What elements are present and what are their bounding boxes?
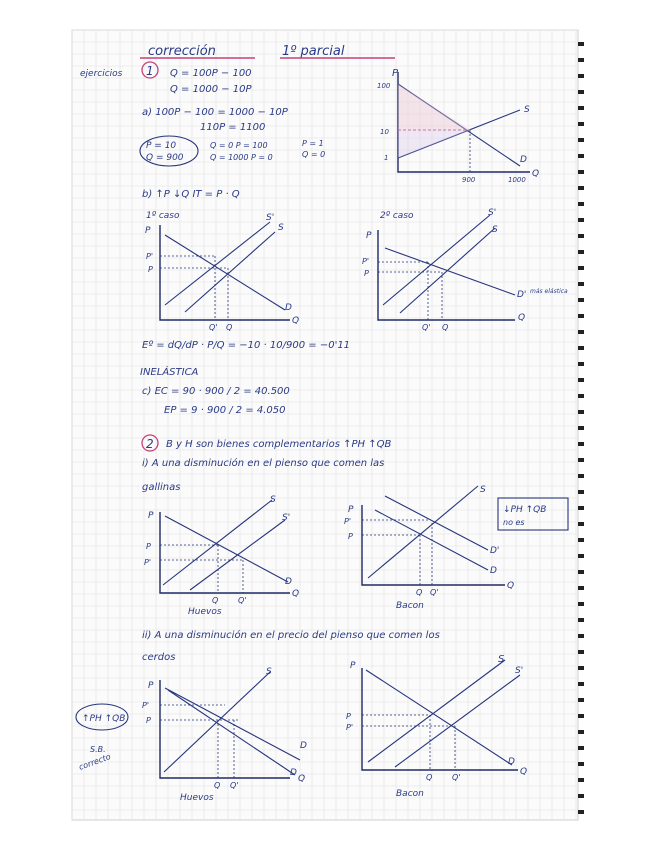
svg-text:P: P xyxy=(350,661,356,671)
svg-text:S: S xyxy=(278,223,284,233)
svg-text:S': S' xyxy=(266,213,275,223)
ex2-ii-text2: cerdos xyxy=(142,652,176,663)
svg-text:100: 100 xyxy=(377,82,391,90)
svg-text:S: S xyxy=(266,667,272,677)
ex2-title: B y H son bienes complementarios ↑PH ↑QB xyxy=(166,439,392,450)
svg-text:S': S' xyxy=(488,208,497,218)
svg-text:Q: Q xyxy=(292,589,300,599)
svg-text:P': P' xyxy=(142,701,150,710)
svg-text:D: D xyxy=(300,741,307,751)
svg-text:P: P xyxy=(148,265,153,274)
svg-text:S: S xyxy=(492,225,498,235)
points-line3: P = 1 xyxy=(302,139,324,148)
svg-text:P: P xyxy=(145,226,151,236)
svg-text:1000: 1000 xyxy=(508,176,526,184)
points-line1: Q = 0 P = 100 xyxy=(210,141,268,150)
ex1-a-line2: 110P = 1100 xyxy=(200,122,266,133)
svg-text:más elástica: más elástica xyxy=(530,288,568,295)
svg-text:10: 10 xyxy=(380,128,389,136)
svg-text:Q': Q' xyxy=(209,323,218,332)
svg-text:P: P xyxy=(366,231,372,241)
svg-text:S': S' xyxy=(282,513,291,523)
svg-text:P': P' xyxy=(146,252,154,261)
ex1-b-line: b) ↑P ↓Q IT = P · Q xyxy=(142,189,240,200)
svg-text:Q: Q xyxy=(298,774,306,784)
svg-text:P: P xyxy=(348,505,354,515)
svg-text:D: D xyxy=(290,768,297,778)
svg-text:Q': Q' xyxy=(430,588,439,597)
svg-text:Q: Q xyxy=(214,781,221,790)
svg-text:P': P' xyxy=(144,558,152,567)
svg-text:Q: Q xyxy=(442,323,449,332)
svg-text:Q: Q xyxy=(518,313,526,323)
svg-text:P': P' xyxy=(344,517,352,526)
svg-text:P: P xyxy=(346,712,351,721)
svg-text:Q': Q' xyxy=(452,773,461,782)
svg-text:Bacon: Bacon xyxy=(396,789,424,799)
svg-text:Q': Q' xyxy=(238,596,247,605)
ex2-i-text: i) A una disminución en el pienso que comen las xyxy=(142,458,385,469)
margin-note: ↑PH ↑QB xyxy=(82,714,126,724)
svg-text:Huevos: Huevos xyxy=(188,607,222,617)
ex1-a-line1: a) 100P − 100 = 1000 − 10P xyxy=(142,107,288,118)
svg-text:1: 1 xyxy=(384,154,389,162)
svg-text:D: D xyxy=(490,566,497,576)
svg-text:Q: Q xyxy=(212,596,219,605)
svg-text:P': P' xyxy=(362,257,370,266)
svg-text:P: P xyxy=(148,681,154,691)
svg-text:D': D' xyxy=(490,546,500,556)
svg-text:Q': Q' xyxy=(422,323,431,332)
ex2-number: 2 xyxy=(146,437,154,451)
svg-text:P': P' xyxy=(346,723,354,732)
svg-text:Q: Q xyxy=(292,316,300,326)
box-text2: no es xyxy=(503,518,525,527)
points-line2: Q = 1000 P = 0 xyxy=(210,153,273,162)
svg-text:P: P xyxy=(392,68,399,79)
inelastic-label: INELÁSTICA xyxy=(140,367,199,378)
elasticity-formula: Eº = dQ/dP · P/Q = −10 · 10/900 = −0'11 xyxy=(142,340,351,351)
svg-text:Q': Q' xyxy=(230,781,239,790)
ex2-i-text2: gallinas xyxy=(142,482,181,493)
consumer-surplus: c) EC = 90 · 900 / 2 = 40.500 xyxy=(142,386,290,397)
margin-note2: S.B. xyxy=(90,745,106,754)
svg-text:P: P xyxy=(364,269,369,278)
svg-text:S: S xyxy=(524,105,530,115)
svg-text:Q: Q xyxy=(426,773,433,782)
svg-text:Q: Q xyxy=(507,581,515,591)
svg-text:900: 900 xyxy=(462,176,476,184)
svg-text:D: D xyxy=(508,757,515,767)
ex1-label: ejercicios xyxy=(80,69,123,79)
svg-text:S: S xyxy=(270,495,276,505)
svg-text:Huevos: Huevos xyxy=(180,793,214,803)
svg-text:Q: Q xyxy=(520,767,528,777)
producer-surplus: EP = 9 · 900 / 2 = 4.050 xyxy=(164,405,286,416)
svg-text:Bacon: Bacon xyxy=(396,601,424,611)
svg-text:P: P xyxy=(148,511,154,521)
case2-label: 2º caso xyxy=(380,211,414,221)
svg-text:Q: Q xyxy=(226,323,233,332)
svg-text:D: D xyxy=(285,303,292,313)
svg-text:Q: Q xyxy=(416,588,423,597)
ex2-ii-text: ii) A una disminución en el precio del pienso que comen los xyxy=(142,630,440,641)
ex1-eq2: Q = 1000 − 10P xyxy=(170,84,252,95)
points-line4: Q = 0 xyxy=(302,150,326,159)
svg-text:S: S xyxy=(480,485,486,495)
ex1-number: 1 xyxy=(146,64,154,78)
svg-text:D: D xyxy=(285,577,292,587)
spiral-binding xyxy=(578,42,584,814)
svg-text:Q: Q xyxy=(532,169,540,179)
box-text: ↓PH ↑QB xyxy=(503,505,547,515)
eq-price: P = 10 xyxy=(146,141,177,151)
case1-label: 1º caso xyxy=(146,211,180,221)
margin-note3: correcto xyxy=(77,752,112,772)
svg-text:P: P xyxy=(146,716,151,725)
header-subtitle: 1º parcial xyxy=(282,44,345,59)
svg-text:P: P xyxy=(348,532,353,541)
eq-quantity: Q = 900 xyxy=(146,153,184,163)
ex1-eq1: Q = 100P − 100 xyxy=(170,68,252,79)
svg-text:S': S' xyxy=(515,666,524,676)
svg-text:P: P xyxy=(146,542,151,551)
svg-text:D: D xyxy=(520,155,527,165)
svg-text:D': D' xyxy=(517,290,527,300)
header-title: corrección xyxy=(148,44,216,59)
svg-text:S: S xyxy=(498,654,505,665)
